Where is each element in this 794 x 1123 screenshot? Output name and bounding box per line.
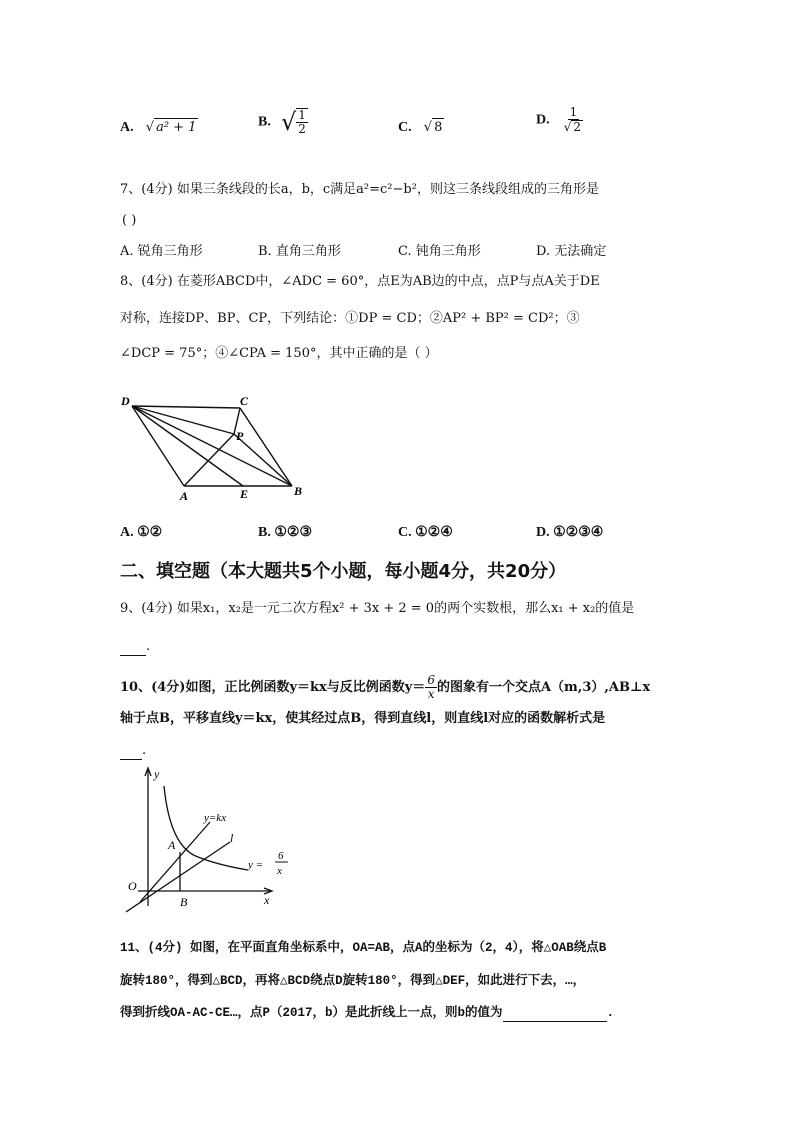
q11-answer-blank[interactable] — [503, 1008, 607, 1022]
label-y: y — [154, 767, 160, 781]
label-o: O — [128, 879, 137, 893]
q10-fraction: $\frac{6}{x}$ — [427, 673, 435, 701]
q7-paren: ( ) — [122, 213, 137, 228]
section-title-fill-in: 二、填空题（本大题共5个小题，每小题4分，共20分） — [120, 561, 567, 582]
label-a: A — [168, 838, 176, 852]
label-six: 6 — [278, 850, 284, 862]
q6-a-radicand: a² + 1 — [156, 120, 197, 135]
label-p: P — [236, 429, 244, 443]
edge-dc — [132, 406, 240, 408]
q6-option-b: B. √ $\frac{1}{2}$ — [258, 108, 306, 136]
q7-option-c: C. 钝角三角形 — [398, 244, 481, 259]
q8-rhombus-figure — [118, 388, 318, 503]
q6-c-radicand: 8 — [434, 120, 443, 135]
q11-line3: 得到折线OA-AC-CE…，点P（2017，b）是此折线上一点，则b的值为 . — [120, 1006, 615, 1020]
q10-line2: 轴于点B，平移直线y＝kx，使其经过点B，得到直线l，则直线l对应的函数解析式是 — [120, 711, 606, 726]
segment-db — [132, 406, 292, 486]
q6-option-d: D. $\frac{1}{√ 2}$ — [536, 105, 582, 134]
label-x: x — [264, 893, 270, 907]
q9-answer-line: . — [120, 638, 150, 656]
q7-stem: 7、(4分) 如果三条线段的长a，b，c满足a²=c²−b²，则这三条线段组成的三角形是 — [120, 182, 599, 197]
label-l: l — [230, 831, 234, 845]
label-c: C — [240, 394, 249, 408]
q7-option-b: B. 直角三角形 — [258, 244, 341, 259]
q8-line1: 8、(4分) 在菱形ABCD中，∠ADC = 60°，点E为AB边的中点，点P与点A关于DE — [120, 274, 600, 289]
q10-answer-blank[interactable] — [120, 745, 142, 760]
q9-line1: 9、(4分) 如果x₁，x₂是一元二次方程x² + 3x + 2 = 0的两个实数根，那么x₁ + x₂的值是 — [120, 601, 635, 616]
label-x-den: x — [277, 865, 282, 877]
label-ykx: y=kx — [204, 812, 227, 824]
q9-answer-blank[interactable] — [120, 641, 146, 656]
q11-line2: 旋转180°，得到△BCD，再将△BCD绕点D旋转180°，得到△DEF，如此进行下去，…， — [120, 974, 586, 988]
segment-ap — [184, 434, 234, 486]
q8-line3: ∠DCP = 75°；④∠CPA = 150°，其中正确的是（ ） — [120, 346, 438, 361]
label-a: A — [180, 489, 189, 503]
label-y-eq: y = — [248, 859, 264, 871]
line-l — [126, 842, 230, 912]
q7-option-a: A. 锐角三角形 — [120, 244, 203, 259]
label-b: B — [294, 484, 303, 498]
label-b: B — [180, 895, 188, 909]
q11-line1: 11、(4分) 如图，在平面直角坐标系中，OA=AB，点A的坐标为（2，4），将△OAB绕点B — [120, 941, 607, 955]
q8-line2: 对称，连接DP、BP、CP，下列结论：①DP = CD；②AP² + BP² = CD²；③ — [120, 311, 580, 326]
q10-graph-figure — [118, 762, 298, 914]
q6-d-fraction: $\frac{1}{√ 2}$ — [563, 105, 582, 134]
q7-option-d: D. 无法确定 — [536, 244, 607, 259]
q10-line1: 10、(4分)如图，正比例函数y＝kx与反比例函数y＝ $\frac{6}{x}$ 的图象有一个交点A（m,3）,AB⊥x — [120, 673, 651, 701]
q6-option-c: C. √ 8 — [398, 120, 443, 135]
q10-answer-line: . — [120, 742, 146, 760]
label-e: E — [240, 487, 249, 501]
q6-option-a: A. √ a² + 1 — [120, 120, 197, 135]
label-d: D — [121, 394, 130, 408]
q8-option-d: D. ①②③④ — [536, 525, 604, 540]
q8-option-b: B. ①②③ — [258, 525, 312, 540]
q8-option-c: C. ①②④ — [398, 525, 453, 540]
segment-de — [132, 406, 243, 486]
q8-option-a: A. ①② — [120, 525, 163, 540]
q6-b-fraction: $\frac{1}{2}$ — [298, 108, 306, 136]
